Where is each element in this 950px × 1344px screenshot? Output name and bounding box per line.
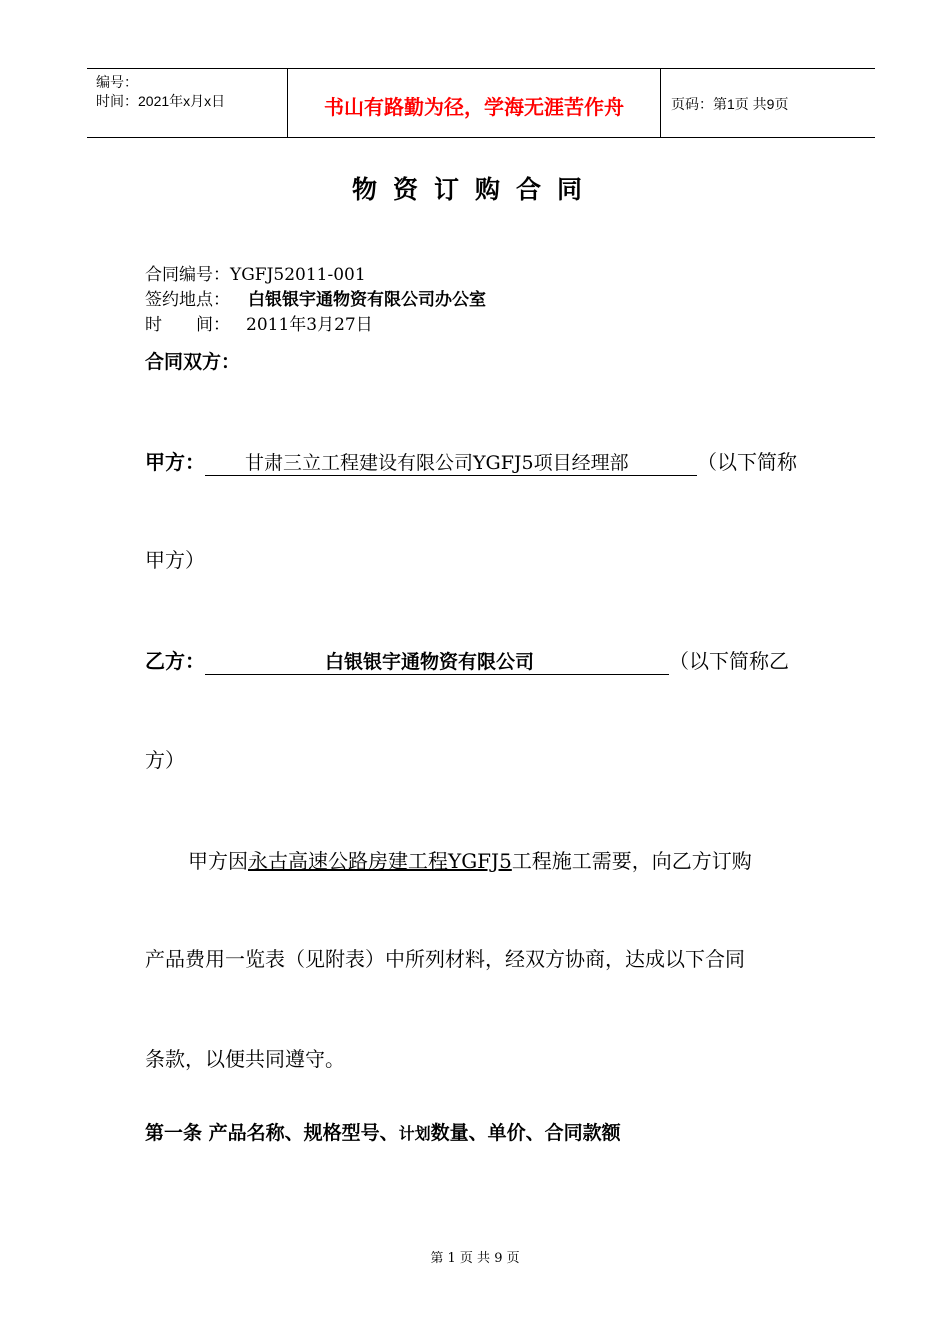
header-page-number: 页码：第1页 共9页: [671, 96, 789, 112]
party-b-name: 白银银宇通物资有限公司: [325, 651, 535, 673]
party-a-name: 甘肃三立工程建设有限公司YGFJ5项目经理部: [245, 452, 629, 474]
body-line-1-prefix: 甲方因: [188, 849, 248, 873]
party-b-continuation: 方）: [145, 748, 185, 772]
project-name: 永古高速公路房建工程YGFJ5: [248, 849, 512, 873]
body-line-2: 产品费用一览表（见附表）中所列材料，经双方协商，达成以下合同: [145, 947, 745, 971]
article-1-part-1: 第一条 产品名称、规格型号、: [145, 1122, 399, 1144]
article-1-part-3: 数量、单价、合同款额: [430, 1122, 621, 1144]
page-footer: 第 1 页 共 9 页: [430, 1251, 520, 1266]
header-page-cell: [661, 69, 875, 137]
party-a-line: [145, 446, 797, 476]
parties-heading: 合同双方：: [145, 351, 241, 373]
page-header: [87, 68, 875, 138]
article-1-part-2: 计划: [398, 1124, 431, 1143]
party-b-line: [145, 645, 789, 675]
header-motto-cell: [288, 69, 661, 137]
party-a-suffix: （以下简称: [697, 450, 797, 474]
party-a-continuation: 甲方）: [145, 548, 205, 572]
signing-time-value: 2011年3月27日: [246, 315, 373, 335]
party-a-label: 甲方：: [145, 450, 205, 474]
body-line-3: 条款，以便共同遵守。: [145, 1047, 345, 1071]
article-1-heading: [145, 1118, 621, 1145]
signing-time: [145, 310, 373, 335]
body-line-1-suffix: 工程施工需要，向乙方订购: [511, 849, 752, 873]
signing-place-label: 签约地点：: [145, 290, 230, 310]
header-info-cell: [87, 69, 288, 137]
body-line-1: [188, 845, 752, 874]
contract-number: 合同编号：YGFJ52011-001: [145, 265, 366, 285]
signing-place: [145, 285, 486, 310]
party-b-suffix: （以下简称乙: [669, 649, 789, 673]
party-a-name-field: [205, 448, 697, 476]
header-motto: 书山有路勤为径，学海无涯苦作舟: [324, 95, 624, 119]
signing-time-label: 时 间：: [145, 315, 230, 335]
header-number-label: 编号：: [96, 74, 138, 90]
header-time-label: 时间：2021年x月x日: [96, 93, 226, 109]
document-title: 物资订购合同: [351, 175, 598, 204]
party-b-name-field: [205, 647, 669, 675]
party-b-label: 乙方：: [145, 649, 205, 673]
signing-place-value: 白银银宇通物资有限公司办公室: [248, 290, 486, 310]
